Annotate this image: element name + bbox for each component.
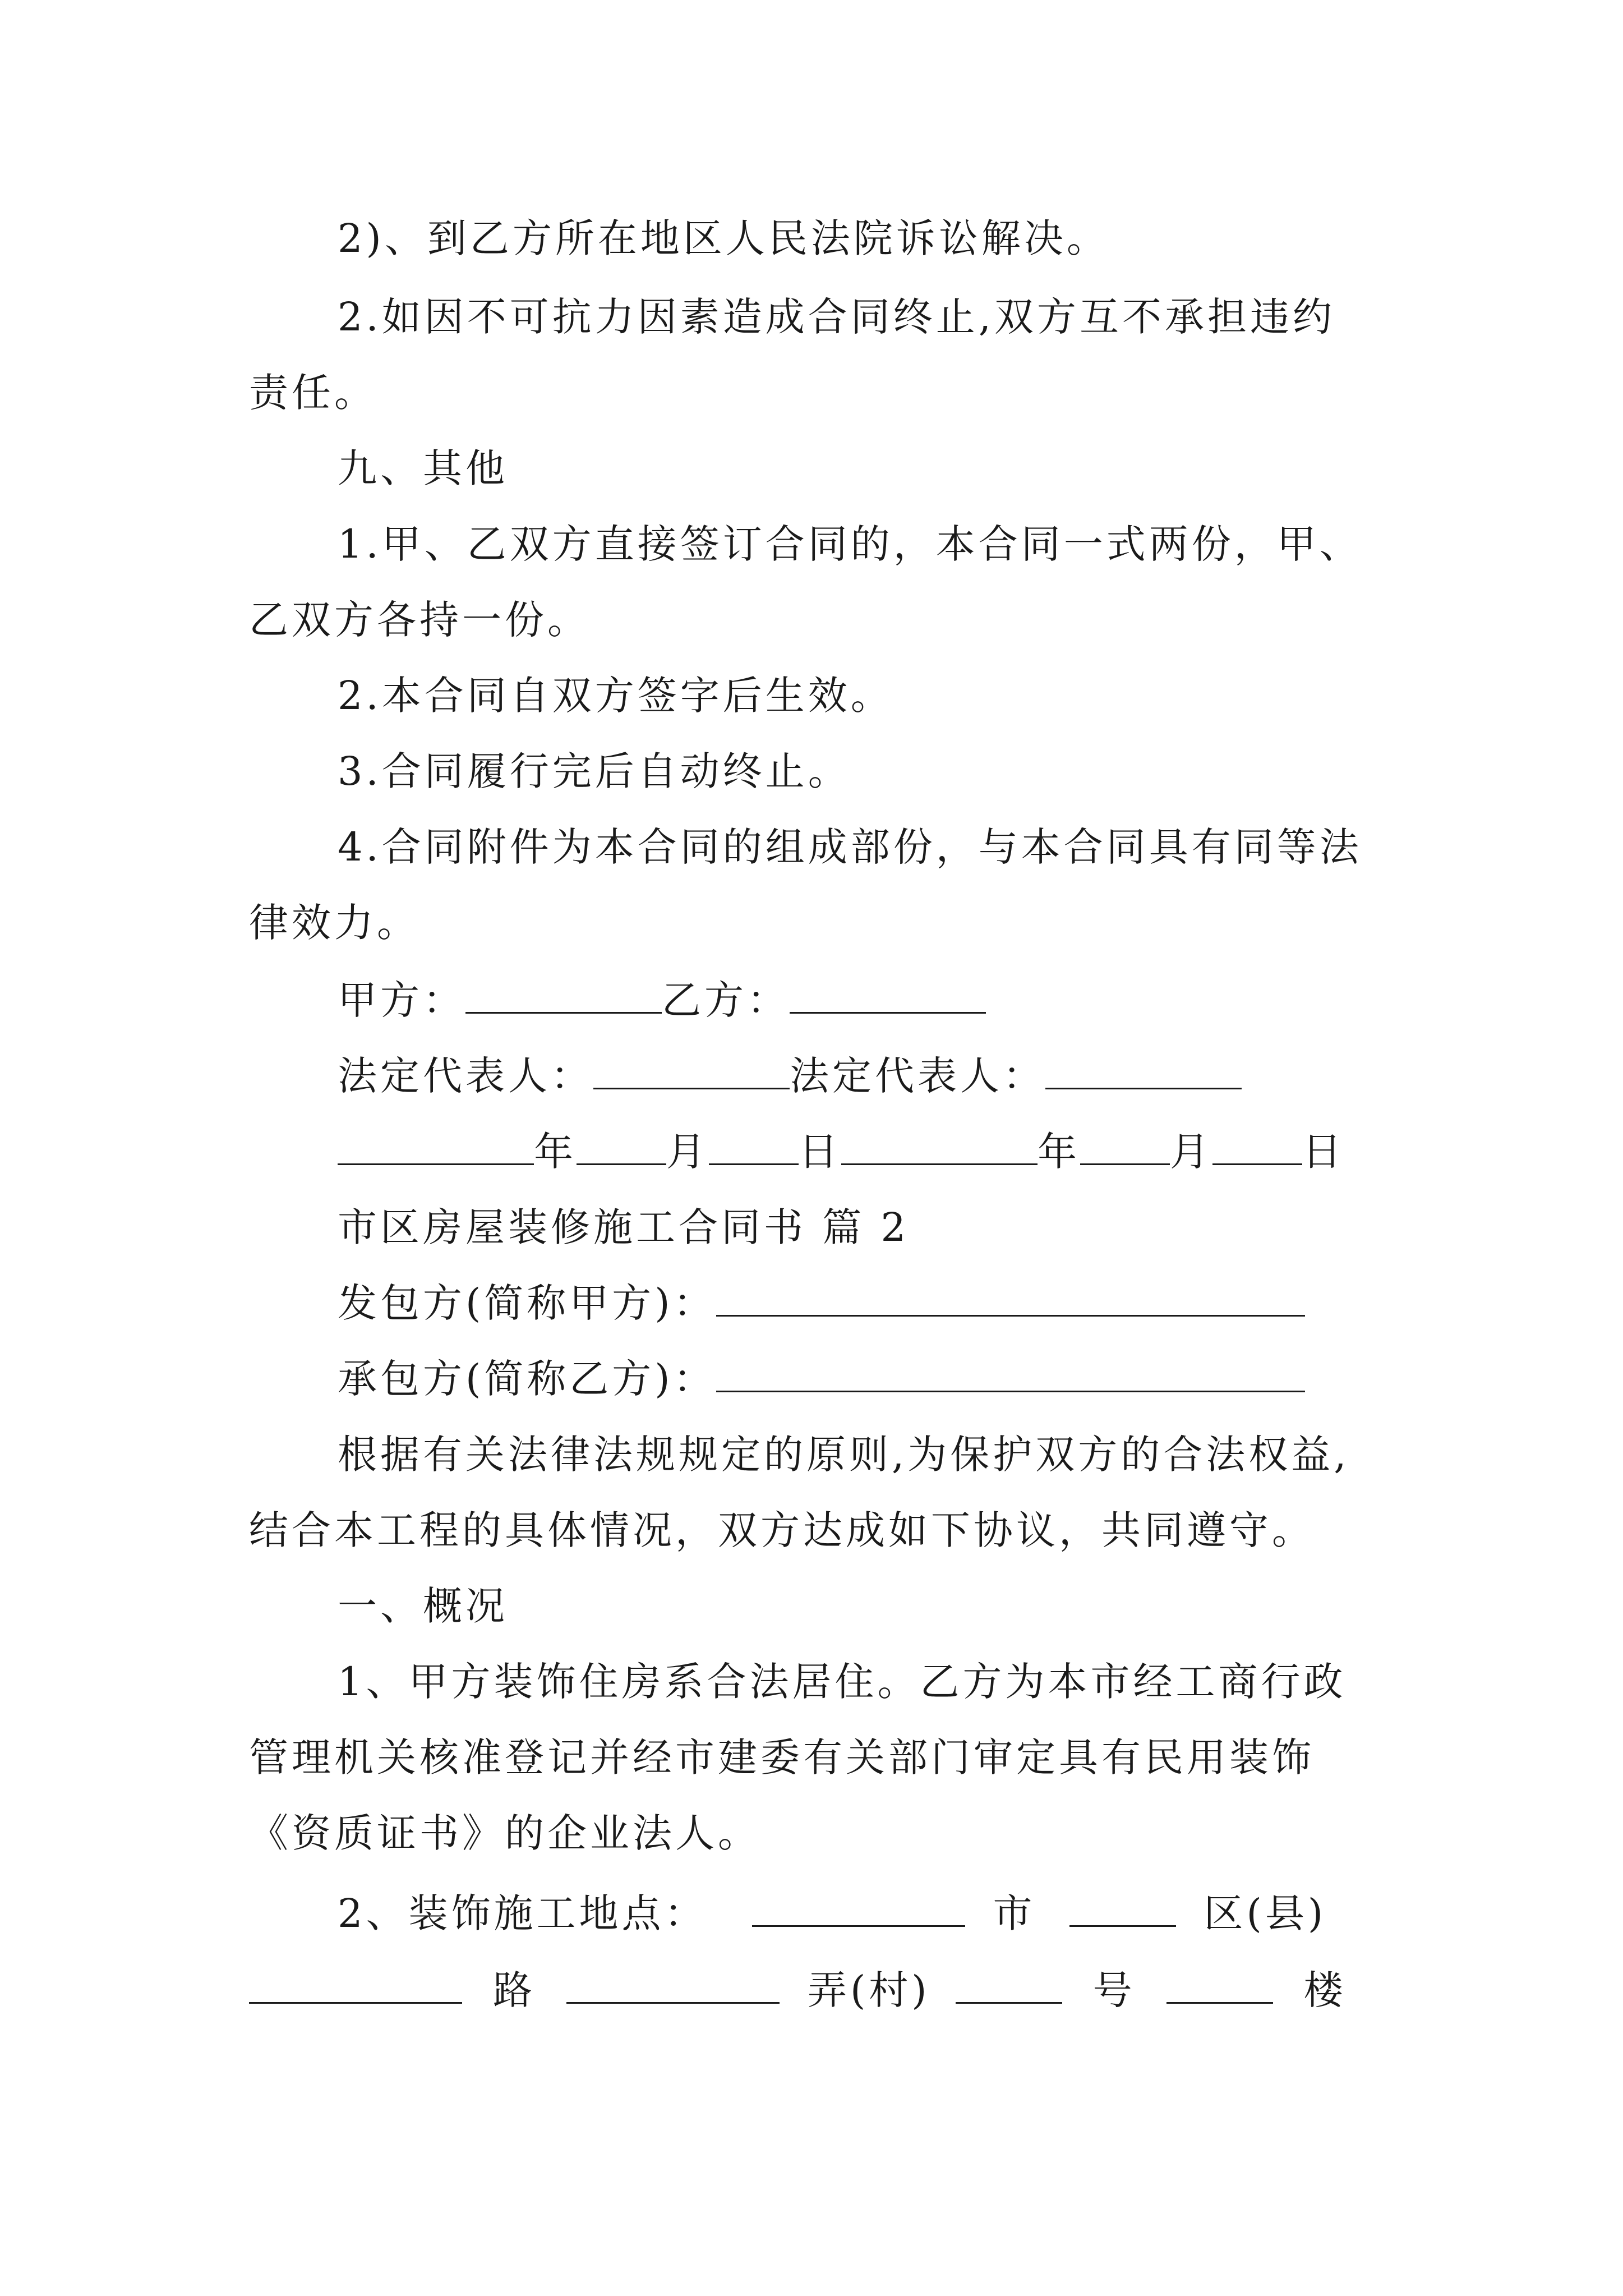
address-lane-blank bbox=[566, 1967, 780, 2004]
address-city-label: 市 bbox=[993, 1890, 1036, 1936]
address-building-blank bbox=[1166, 1967, 1273, 2004]
address-city-blank bbox=[752, 1890, 965, 1927]
paragraph-dispute-court: 2)、到乙方所在地区人民法院诉讼解决。 bbox=[338, 215, 1109, 261]
address-road-label: 路 bbox=[493, 1967, 536, 2013]
address-district-blank bbox=[1069, 1890, 1176, 1927]
paragraph-force-majeure-line1: 2.如因不可抗力因素造成合同终止,双方互不承担违约 bbox=[338, 294, 1336, 340]
date-b-year-label: 年 bbox=[1038, 1129, 1080, 1175]
contract-title-part2: 市区房屋装修施工合同书 篇 2 bbox=[338, 1204, 910, 1250]
section-heading-overview: 一、概况 bbox=[338, 1583, 508, 1629]
date-a-month-label: 月 bbox=[666, 1129, 709, 1175]
date-b-month-blank bbox=[1080, 1129, 1170, 1165]
address-district-label: 区(县) bbox=[1204, 1890, 1327, 1936]
rep-a-label: 法定代表人： bbox=[338, 1053, 593, 1099]
address-lane-label: 弄(村) bbox=[808, 1967, 930, 2013]
address-number-blank bbox=[956, 1967, 1062, 2004]
paragraph-qualification-line1: 1、甲方装饰住房系合法居住。乙方为本市经工商行政 bbox=[338, 1659, 1347, 1705]
date-a-day-blank bbox=[709, 1129, 799, 1165]
date-b-year-blank bbox=[841, 1129, 1038, 1165]
date-a-day-label: 日 bbox=[799, 1129, 841, 1175]
employer-blank bbox=[716, 1280, 1305, 1317]
contractor-label: 承包方(简称乙方)： bbox=[338, 1356, 716, 1402]
party-a-label: 甲方： bbox=[338, 977, 465, 1023]
address-road-blank bbox=[249, 1967, 462, 2004]
party-a-blank bbox=[465, 977, 662, 1014]
paragraph-termination: 3.合同履行完后自动终止。 bbox=[338, 748, 851, 794]
date-a-year-label: 年 bbox=[534, 1129, 577, 1175]
address-row-2 bbox=[249, 1965, 1347, 2016]
party-b-blank bbox=[790, 977, 986, 1014]
paragraph-principle-line2: 结合本工程的具体情况，双方达成如下协议，共同遵守。 bbox=[249, 1507, 1315, 1553]
employer-label: 发包方(简称甲方)： bbox=[338, 1280, 716, 1326]
address-row-1 bbox=[338, 1888, 1326, 1939]
date-a-year-blank bbox=[338, 1129, 534, 1165]
employer-row bbox=[338, 1278, 1305, 1328]
paragraph-copies-line2: 乙双方各持一份。 bbox=[249, 597, 590, 643]
rep-b-blank bbox=[1045, 1053, 1242, 1089]
paragraph-principle-line1: 根据有关法律法规规定的原则,为保护双方的合法权益, bbox=[338, 1432, 1350, 1478]
contractor-blank bbox=[716, 1356, 1305, 1392]
address-number-label: 号 bbox=[1092, 1967, 1136, 2013]
date-a-month-blank bbox=[577, 1129, 666, 1165]
address-label: 2、装饰施工地点： bbox=[338, 1890, 707, 1936]
paragraph-qualification-line2: 管理机关核准登记并经市建委有关部门审定具有民用装饰 bbox=[249, 1734, 1315, 1780]
rep-a-blank bbox=[593, 1053, 790, 1089]
signature-parties-row bbox=[338, 975, 986, 1025]
section-heading-other: 九、其他 bbox=[338, 445, 508, 491]
signature-representatives-row bbox=[338, 1051, 1242, 1101]
rep-b-label: 法定代表人： bbox=[790, 1053, 1045, 1099]
date-b-month-label: 月 bbox=[1170, 1129, 1212, 1175]
date-b-day-label: 日 bbox=[1302, 1129, 1345, 1175]
paragraph-copies-line1: 1.甲、乙双方直接签订合同的，本合同一式两份，甲、 bbox=[338, 521, 1362, 567]
contractor-row bbox=[338, 1354, 1305, 1404]
paragraph-attachments-line2: 律效力。 bbox=[249, 900, 419, 946]
paragraph-attachments-line1: 4.合同附件为本合同的组成部份，与本合同具有同等法 bbox=[338, 824, 1362, 870]
paragraph-effective: 2.本合同自双方签字后生效。 bbox=[338, 673, 893, 719]
paragraph-force-majeure-line2: 责任。 bbox=[249, 370, 377, 416]
party-b-label: 乙方： bbox=[662, 977, 790, 1023]
date-b-day-blank bbox=[1212, 1129, 1302, 1165]
signature-dates-row bbox=[338, 1126, 1345, 1177]
address-building-label: 楼 bbox=[1303, 1967, 1347, 2013]
paragraph-qualification-line3: 《资质证书》的企业法人。 bbox=[249, 1810, 760, 1856]
